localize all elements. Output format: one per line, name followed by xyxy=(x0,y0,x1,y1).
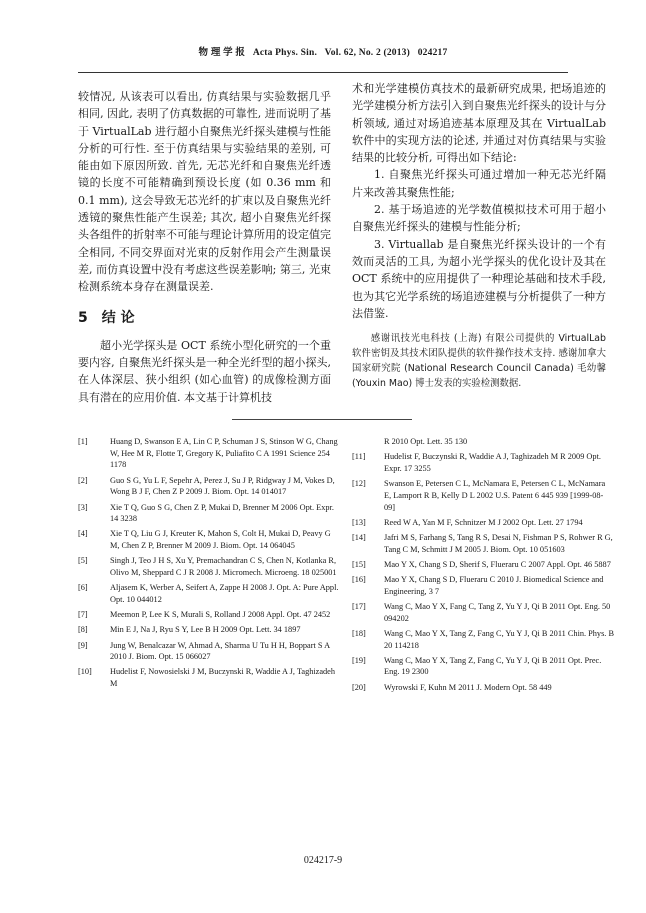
reference-item xyxy=(352,451,614,474)
references-divider xyxy=(232,419,412,420)
reference-item xyxy=(78,624,340,636)
reference-text: Swanson E, Petersen C L, McNamara E, Petersen C L, McNamara E, Lamport R B, Kelly D L 2002 U.S. Patent 6 445 939 [1999-08-09] xyxy=(384,479,606,512)
reference-number: [6] xyxy=(78,583,88,593)
reference-text: Mao Y X, Chang S D, Sherif S, Flueraru C 2007 Appl. Opt. 46 5887 xyxy=(384,559,611,569)
reference-text: Hudelist F, Buczynski R, Waddie A J, Taghizadeh M R 2009 Opt. Expr. 17 3255 xyxy=(384,452,601,473)
reference-number: [11] xyxy=(352,452,366,462)
reference-number: [13] xyxy=(352,517,366,527)
reference-number: [20] xyxy=(352,682,366,692)
reference-number: [10] xyxy=(78,667,92,677)
reference-item xyxy=(78,475,340,498)
right-column xyxy=(352,80,606,391)
reference-text: Min E J, Na J, Ryu S Y, Lee B H 2009 Opt. Lett. 34 1897 xyxy=(110,625,301,635)
reference-text: Reed W A, Yan M F, Schnitzer M J 2002 Opt. Lett. 27 1794 xyxy=(384,517,583,527)
reference-text: Xie T Q, Liu G J, Kreuter K, Mahon S, Colt H, Mukai D, Peavy G M, Chen Z P, Brenner M 2009 J. Biom. Opt. 14 064045 xyxy=(110,529,331,551)
reference-text: Guo S G, Yu L F, Sepehr A, Perez J, Su J P, Ridgway J M, Vokes D, Wong B J F, Chen Z P 2009 J. Biom. Opt. 14 014017 xyxy=(110,475,335,497)
section-heading xyxy=(78,310,331,327)
reference-number: [2] xyxy=(78,475,88,485)
reference-text: Huang D, Swanson E A, Lin C P, Schuman J S, Stinson W G, Chang W, Hee M R, Flotte T, Gregory K, Puliafito C A 1991 Science 254 1178 xyxy=(110,437,338,470)
header-rule xyxy=(78,72,568,73)
journal-volume: Vol. 62, No. 2 (2013) xyxy=(324,48,410,58)
conclusion-paragraph: 超小光学探头是 OCT 系统小型化研究的一个重要内容, 自聚焦光纤探头是一种全光纤型的超小探头, 在人体深层、狭小组织 (如心血管) 的成像检测方面具有潜在的应用价值. 本文基于计算机技 xyxy=(78,338,331,404)
conclusion-item: 1. 自聚焦光纤探头可通过增加一种无芯光纤隔片来改善其聚焦性能; xyxy=(352,168,606,199)
body-paragraph: 术和光学建模仿真技术的最新研究成果, 把场追迹的光学建模分析方法引入到自聚焦光纤探头的设计与分析领域, 通过对场追迹基本原理及其在 VirtualLab 软件中的实现方法的论述, 并通过对仿真结果与实验结果的比较分析, 可得出如下结论: xyxy=(352,82,606,165)
reference-text: Wang C, Mao Y X, Tang Z, Fang C, Yu Y J, Qi B 2011 Chin. Phys. B 20 114218 xyxy=(384,628,614,650)
reference-item xyxy=(352,628,614,651)
reference-item xyxy=(78,502,340,525)
reference-item xyxy=(352,478,614,513)
page-number: 024217-9 xyxy=(303,855,343,866)
journal-name-en: Acta Phys. Sin. xyxy=(252,48,318,58)
reference-item xyxy=(352,559,614,571)
reference-text: R 2010 Opt. Lett. 35 130 xyxy=(384,437,468,446)
reference-text: Wang C, Mao Y X, Tang Z, Fang C, Yu Y J, Qi B 2011 Opt. Prec. Eng. 19 2300 xyxy=(384,655,602,677)
reference-number: [9] xyxy=(78,640,88,650)
reference-item xyxy=(352,682,614,694)
reference-text: Aljasem K, Werber A, Seifert A, Zappe H 2008 J. Opt. A: Pure Appl. Opt. 10 044012 xyxy=(110,583,339,604)
reference-item xyxy=(78,555,340,578)
conclusion-item: 3. Virtuallab 是自聚焦光纤探头设计的一个有效而灵活的工具, 为超小光学探头的优化设计及其在 OCT 系统中的应用提供了一种理论基础和技术手段, 也为其它光学系统的场追迹建模与分析提供了一种方法借鉴. xyxy=(352,237,606,320)
section-number: 5 xyxy=(78,309,88,326)
reference-number: [19] xyxy=(352,655,366,665)
reference-number: [1] xyxy=(78,437,88,446)
article-id: 024217 xyxy=(417,48,448,58)
reference-text: Mao Y X, Chang S D, Flueraru C 2010 J. Biomedical Science and Engineering, 3 7 xyxy=(384,575,604,596)
reference-item xyxy=(352,532,614,555)
reference-text: Wyrowski F, Kuhn M 2011 J. Modern Opt. 58 449 xyxy=(384,682,552,692)
reference-text: Hudelist F, Nowosielski J M, Buczynski R, Waddie A J, Taghizadeh M xyxy=(110,667,336,689)
acknowledgement: 感谢讯技光电科技 (上海) 有限公司提供的 VirtualLab 软件密钥及其技术团队提供的软件操作技术支持. 感谢加拿大国家研究院 (National Research Council Canada) 毛幼馨 (Youxin Mao) 博士发表的实验检测数据. xyxy=(352,333,606,390)
reference-item xyxy=(78,582,340,605)
reference-item xyxy=(352,655,614,678)
reference-text: Wang C, Mao Y X, Fang C, Tang Z, Yu Y J, Qi B 2011 Opt. Eng. 50 094202 xyxy=(384,601,611,623)
reference-number: [18] xyxy=(352,628,366,638)
reference-item xyxy=(78,666,340,689)
reference-item xyxy=(352,436,614,448)
section-title: 结 论 xyxy=(101,309,135,326)
left-column xyxy=(78,88,331,406)
reference-number: [8] xyxy=(78,625,88,635)
reference-item xyxy=(352,517,614,529)
reference-number: [14] xyxy=(352,532,366,542)
reference-text: Jung W, Benalcazar W, Ahmad A, Sharma U Tu H H, Boppart S A 2010 J. Biom. Opt. 15 066027 xyxy=(110,640,330,662)
reference-number: [5] xyxy=(78,556,88,566)
running-header xyxy=(0,44,646,58)
reference-item xyxy=(78,609,340,621)
reference-item xyxy=(78,528,340,551)
reference-item xyxy=(78,640,340,663)
journal-name-cn: 物 理 学 报 xyxy=(198,48,246,58)
reference-number: [3] xyxy=(78,502,88,512)
reference-item xyxy=(352,601,614,624)
reference-number: [15] xyxy=(352,559,366,569)
reference-text: Jafri M S, Farhang S, Tang R S, Desai N, Fishman P S, Rohwer R G, Tang C M, Schmitt J M 2005 J. Biom. Opt. 10 051603 xyxy=(384,532,613,554)
body-paragraph: 较情况, 从该表可以看出, 仿真结果与实验数据几乎相同, 因此, 表明了仿真数据的可靠性, 进而说明了基于 VirtualLab 进行超小自聚焦光纤探头建模与性能分析的可行性. 至于仿真结果与实验结果的差别, 可能由如下原因所致. 首先, 无芯光纤和自聚焦光纤透镜的长度不可能精确到预设长度 (如 0.36 mm 和 0.1 mm), 这会导致无芯光纤的扩束以及自聚焦光纤透镜的聚焦性能产生误差; 其次, 超小自聚焦光纤探头各组件的折射率不可能与理论计算所用的设定值完全相同, 不同交界面对光束的反射作用会产生测量误差, 而仿真设置中没有考虑这些误差影响; 第三, 光束检测系统本身存在测量误差. xyxy=(78,90,332,294)
reference-item xyxy=(78,436,340,471)
reference-text: Meemon P, Lee K S, Murali S, Rolland J 2008 Appl. Opt. 47 2452 xyxy=(110,610,331,620)
references-right-column xyxy=(352,436,614,697)
reference-text: Singh J, Teo J H S, Xu Y, Premachandran C S, Chen N, Kotlanka R, Olivo M, Sheppard C J R 2008 J. Micromech. Microeng. 18 025001 xyxy=(110,556,337,578)
reference-number: [7] xyxy=(78,610,88,620)
reference-number: [17] xyxy=(352,601,366,611)
reference-number: [4] xyxy=(78,529,88,539)
reference-text: Xie T Q, Guo S G, Chen Z P, Mukai D, Brenner M 2006 Opt. Expr. 14 3238 xyxy=(110,502,334,524)
conclusion-item: 2. 基于场追迹的光学数值模拟技术可用于超小自聚焦光纤探头的建模与性能分析; xyxy=(352,203,606,234)
reference-number: [12] xyxy=(352,479,366,489)
reference-item xyxy=(352,574,614,597)
reference-number: [16] xyxy=(352,575,366,585)
references-left-column xyxy=(78,436,340,693)
